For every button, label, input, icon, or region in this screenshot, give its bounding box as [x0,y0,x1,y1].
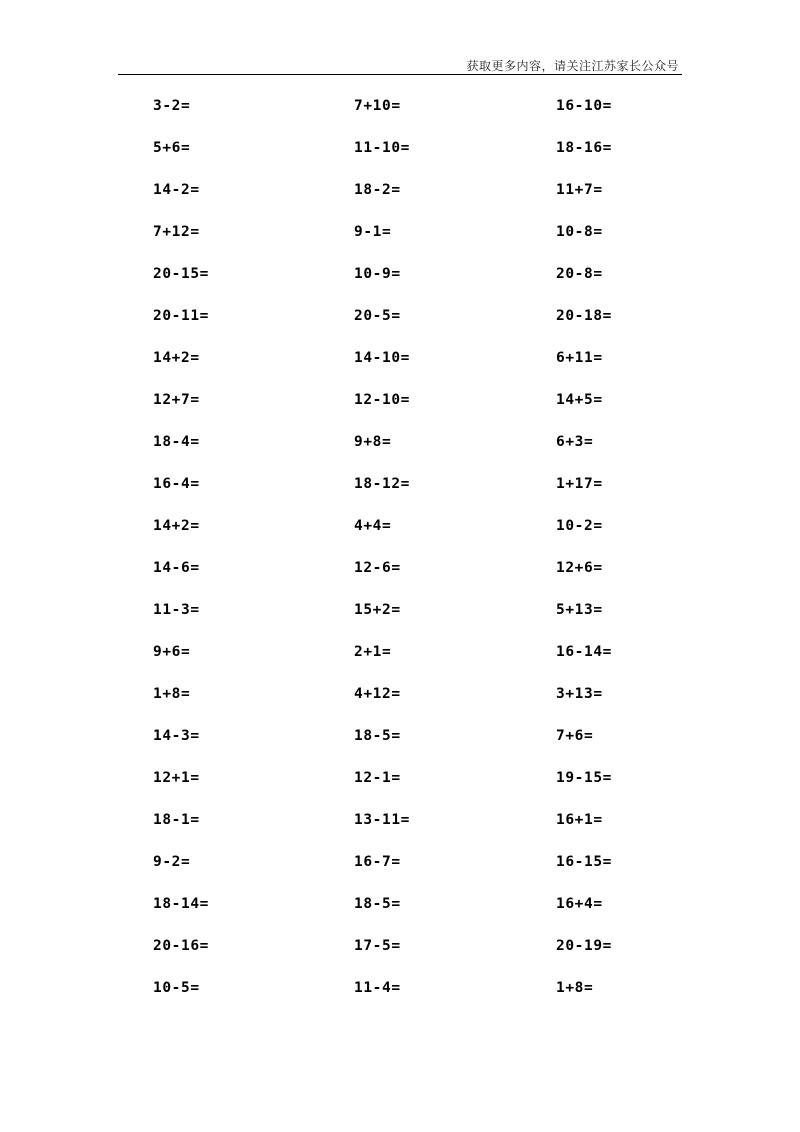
math-problem: 2+1= [354,644,392,660]
math-problem: 12+6= [556,560,603,576]
math-problem: 16-15= [556,854,612,870]
math-problem: 18-4= [153,434,200,450]
math-problem: 20-8= [556,266,603,282]
math-problem: 7+6= [556,728,594,744]
math-problem: 10-9= [354,266,401,282]
math-problem: 20-16= [153,938,209,954]
math-problem: 11+7= [556,182,603,198]
math-problem: 18-5= [354,728,401,744]
math-problem: 16-4= [153,476,200,492]
math-problem: 16+4= [556,896,603,912]
math-problem: 6+3= [556,434,594,450]
math-problem: 20-15= [153,266,209,282]
math-problem: 9-2= [153,854,191,870]
math-problem: 9+8= [354,434,392,450]
math-problem: 14-10= [354,350,410,366]
math-problem: 16-10= [556,98,612,114]
math-problem: 14+2= [153,350,200,366]
math-problem: 20-5= [354,308,401,324]
math-problem: 16-14= [556,644,612,660]
math-problem: 16-7= [354,854,401,870]
math-problem: 12-1= [354,770,401,786]
math-problem: 7+12= [153,224,200,240]
math-problem: 15+2= [354,602,401,618]
math-problem: 1+8= [556,980,594,996]
math-problem: 14+2= [153,518,200,534]
math-problem: 1+8= [153,686,191,702]
math-problem: 6+11= [556,350,603,366]
math-problem: 17-5= [354,938,401,954]
math-problem: 20-18= [556,308,612,324]
math-problem: 9+6= [153,644,191,660]
math-problem: 11-3= [153,602,200,618]
math-problem: 13-11= [354,812,410,828]
math-problem: 7+10= [354,98,401,114]
math-problem: 5+13= [556,602,603,618]
math-problem: 10-8= [556,224,603,240]
math-problem: 4+4= [354,518,392,534]
math-problem: 1+17= [556,476,603,492]
math-problem: 16+1= [556,812,603,828]
math-problem: 12+1= [153,770,200,786]
math-problem: 18-16= [556,140,612,156]
math-problem: 9-1= [354,224,392,240]
math-problem: 3-2= [153,98,191,114]
math-problem: 18-14= [153,896,209,912]
math-problem: 10-2= [556,518,603,534]
math-problem: 20-11= [153,308,209,324]
math-problem: 4+12= [354,686,401,702]
math-problem: 14-2= [153,182,200,198]
math-problem: 18-5= [354,896,401,912]
math-problem: 12-6= [354,560,401,576]
math-problem: 14-6= [153,560,200,576]
math-problem: 12-10= [354,392,410,408]
math-problem: 5+6= [153,140,191,156]
math-problem: 19-15= [556,770,612,786]
math-problem: 10-5= [153,980,200,996]
math-problem: 14+5= [556,392,603,408]
math-problem: 11-10= [354,140,410,156]
math-problem: 20-19= [556,938,612,954]
math-problem: 18-2= [354,182,401,198]
math-problem: 3+13= [556,686,603,702]
math-problem: 12+7= [153,392,200,408]
math-problem: 18-12= [354,476,410,492]
math-problem: 14-3= [153,728,200,744]
math-problem: 11-4= [354,980,401,996]
header-text: 获取更多内容，请关注江苏家长公众号 [466,59,679,73]
math-problem: 18-1= [153,812,200,828]
